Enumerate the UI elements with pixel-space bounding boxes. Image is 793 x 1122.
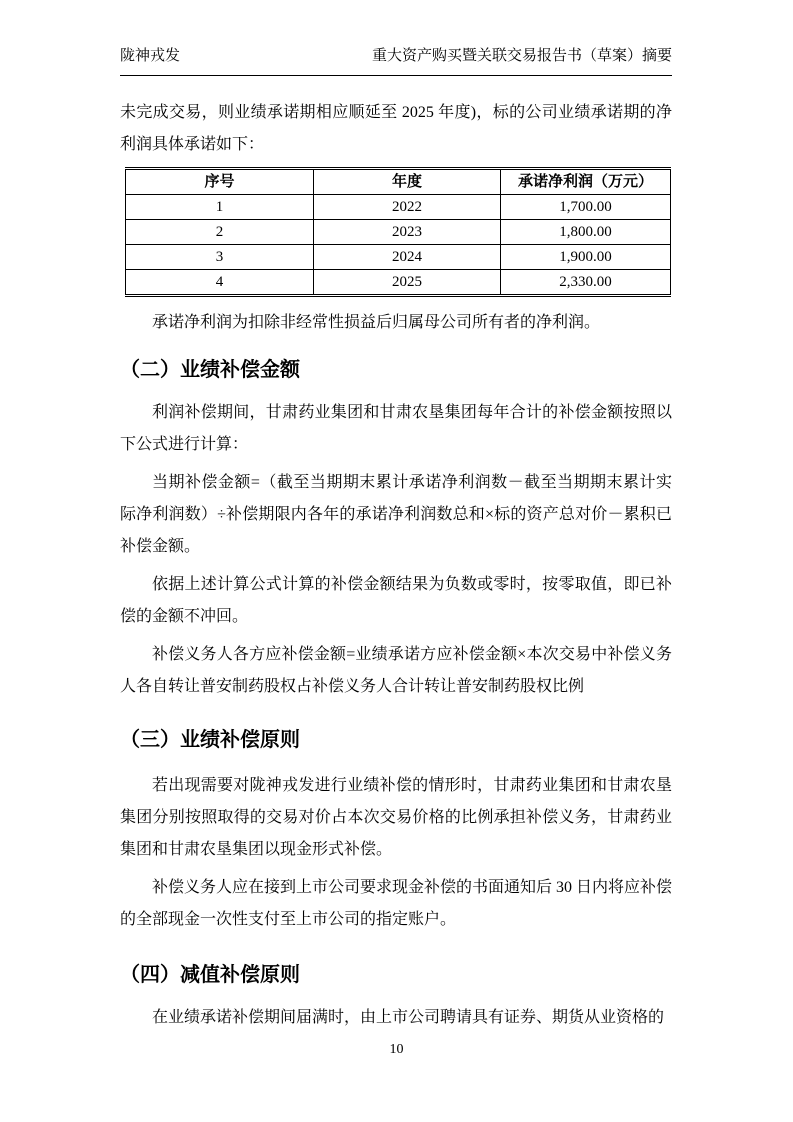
- cell-index: 2: [126, 220, 314, 245]
- paragraph: 补偿义务人各方应补偿金额=业绩承诺方应补偿金额×本次交易中补偿义务人各自转让普安制药股权占补偿义务人合计转让普安制药股权比例: [120, 646, 672, 695]
- paragraph: 利润补偿期间，甘肃药业集团和甘肃农垦集团每年合计的补偿金额按照以下公式进行计算：: [120, 404, 672, 453]
- paragraph: 若出现需要对陇神戎发进行业绩补偿的情形时，甘肃药业集团和甘肃农垦集团分别按照取得的交易对价占本次交易价格的比例承担补偿义务，甘肃药业集团和甘肃农垦集团以现金形式补偿。: [120, 777, 672, 858]
- cell-year: 2025: [314, 270, 501, 296]
- table-header-row: [126, 169, 671, 195]
- cell-profit: 1,900.00: [500, 245, 670, 270]
- paragraph: 补偿义务人应在接到上市公司要求现金补偿的书面通知后 30 日内将应补偿的全部现金一次性支付至上市公司的指定账户。: [120, 879, 673, 928]
- running-header: [120, 46, 672, 76]
- table-row: [126, 245, 671, 270]
- section-heading-compensation-principle: （三）业绩补偿原则: [120, 729, 300, 751]
- header-document-title: 重大资产购买暨关联交易报告书（草案）摘要: [371, 48, 672, 64]
- document-body: [120, 97, 672, 1034]
- page-number: 10: [389, 1042, 404, 1057]
- section-heading-compensation-amount: （二）业绩补偿金额: [120, 359, 300, 381]
- table-row: [126, 270, 671, 296]
- cell-year: 2023: [314, 220, 501, 245]
- cell-profit: 2,330.00: [500, 270, 670, 296]
- table-row: [126, 195, 671, 220]
- cell-profit: 1,700.00: [500, 195, 670, 220]
- intro-paragraph: 未完成交易，则业绩承诺期相应顺延至 2025 年度)，标的公司业绩承诺期的净利润具体承诺如下：: [120, 104, 672, 153]
- section-heading-impairment-principle: （四）减值补偿原则: [120, 964, 300, 986]
- paragraph: 当期补偿金额=（截至当期期末累计承诺净利润数－截至当期期末累计实际净利润数）÷补偿期限内各年的承诺净利润数总和×标的资产总对价－累积已补偿金额。: [120, 474, 672, 555]
- cell-index: 3: [126, 245, 314, 270]
- cell-index: 1: [126, 195, 314, 220]
- col-header-promised-net-profit: 承诺净利润（万元）: [500, 169, 670, 195]
- cell-year: 2022: [314, 195, 501, 220]
- col-header-year: 年度: [314, 169, 501, 195]
- col-header-index: 序号: [126, 169, 314, 195]
- profit-commitment-table: [125, 167, 671, 297]
- note-paragraph: 承诺净利润为扣除非经常性损益后归属母公司所有者的净利润。: [152, 314, 601, 331]
- cell-profit: 1,800.00: [500, 220, 670, 245]
- paragraph: 依据上述计算公式计算的补偿金额结果为负数或零时，按零取值，即已补偿的金额不冲回。: [120, 576, 672, 625]
- table-row: [126, 220, 671, 245]
- paragraph: 在业绩承诺补偿期间届满时，由上市公司聘请具有证券、期货从业资格的: [152, 1009, 665, 1026]
- cell-index: 4: [126, 270, 314, 296]
- header-company-name: 陇神戎发: [120, 48, 181, 64]
- cell-year: 2024: [314, 245, 501, 270]
